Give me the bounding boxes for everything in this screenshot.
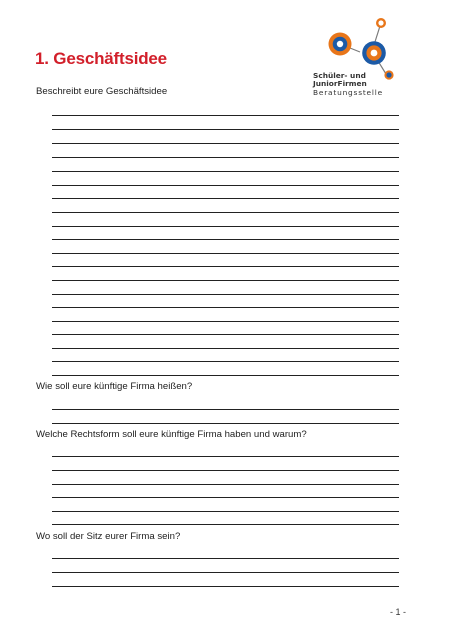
- answer-line: [52, 280, 399, 281]
- answer-line: [52, 361, 399, 362]
- answer-line: [52, 423, 399, 424]
- answer-line: [52, 253, 399, 254]
- page-title: 1. Geschäftsidee: [35, 49, 167, 68]
- answer-line: [52, 212, 399, 213]
- logo-text-line3: Beratungsstelle: [313, 88, 383, 97]
- answer-line: [52, 294, 399, 295]
- answer-line: [52, 572, 399, 573]
- question-firmenname: Wie soll eure künftige Firma heißen?: [36, 381, 193, 392]
- answer-line: [52, 115, 399, 116]
- answer-line: [52, 484, 399, 485]
- answer-line: [52, 456, 399, 457]
- logo-text-line1: Schüler- und: [313, 71, 366, 80]
- answer-line: [52, 321, 399, 322]
- question-firmensitz: Wo soll der Sitz eurer Firma sein?: [36, 531, 181, 542]
- answer-line: [52, 409, 399, 410]
- answer-line: [52, 307, 399, 308]
- answer-line: [52, 143, 399, 144]
- answer-line: [52, 558, 399, 559]
- answer-line: [52, 497, 399, 498]
- answer-line: [52, 266, 399, 267]
- question-geschaeftsidee: Beschreibt eure Geschäftsidee: [36, 86, 168, 97]
- answer-line: [52, 524, 399, 525]
- answer-line: [52, 511, 399, 512]
- answer-line: [52, 129, 399, 130]
- answer-line: [52, 171, 399, 172]
- answer-line: [52, 157, 399, 158]
- page-number: - 1 -: [390, 607, 407, 617]
- logo-text-line2: JuniorFirmen: [313, 79, 367, 88]
- answer-line: [52, 348, 399, 349]
- answer-line: [52, 198, 399, 199]
- answer-line: [52, 185, 399, 186]
- answer-line: [52, 239, 399, 240]
- answer-line: [52, 375, 399, 376]
- question-rechtsform: Welche Rechtsform soll eure künftige Firma haben und warum?: [36, 429, 307, 440]
- answer-line: [52, 586, 399, 587]
- answer-line: [52, 334, 399, 335]
- answer-line: [52, 470, 399, 471]
- answer-line: [52, 226, 399, 227]
